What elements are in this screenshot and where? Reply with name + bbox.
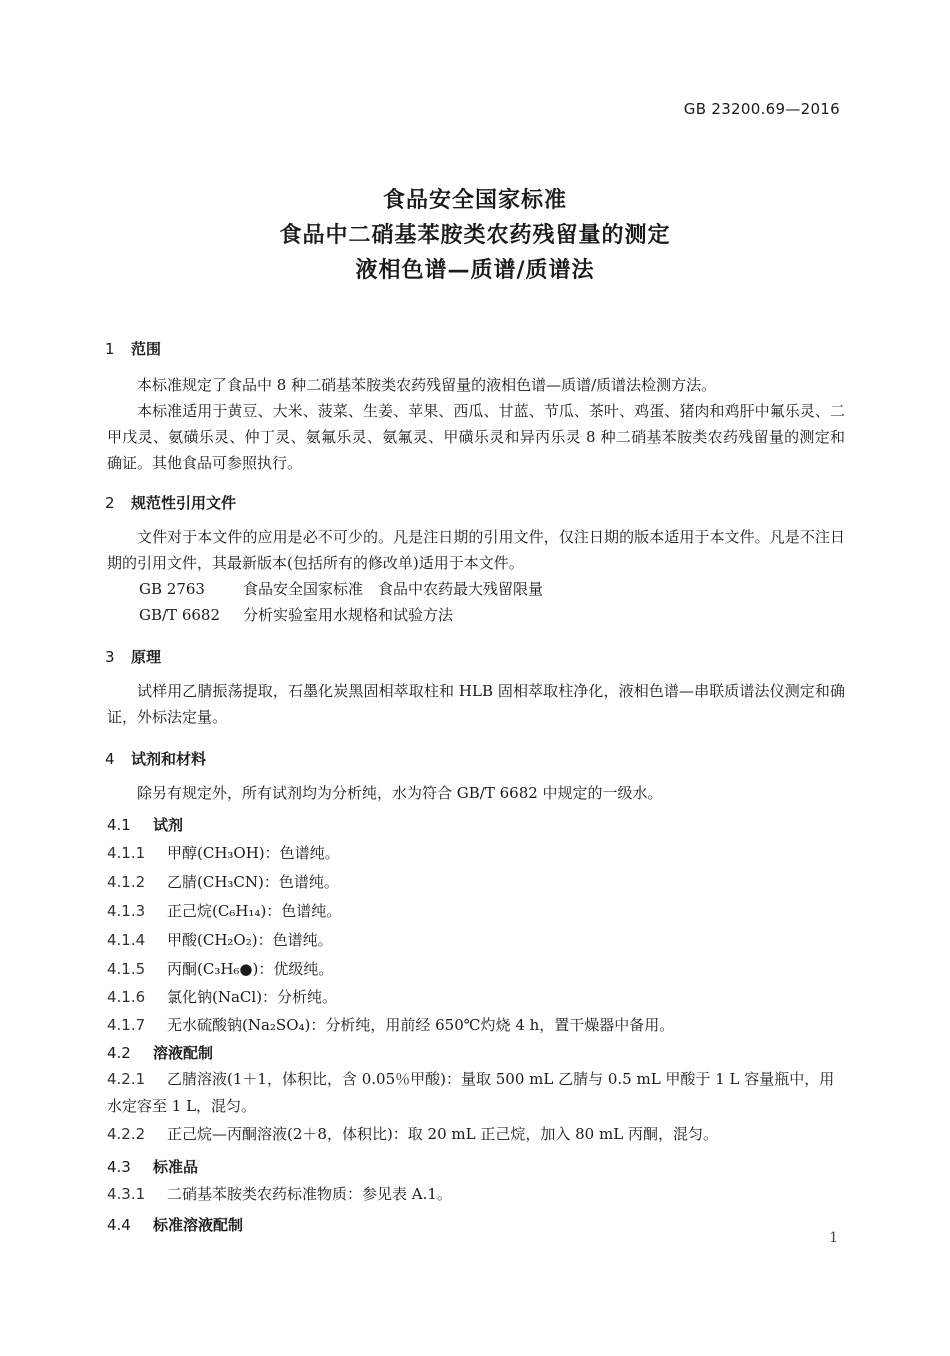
clause-text: 氯化钠(NaCl)：分析纯。 xyxy=(167,988,338,1006)
section-3-heading xyxy=(105,646,161,667)
clause-number: 4.2.1 xyxy=(107,1070,146,1088)
section-title: 范围 xyxy=(131,340,162,358)
reference-code: GB 2763 xyxy=(139,580,205,598)
subsection-number: 4.1 xyxy=(107,816,131,834)
section-2-heading xyxy=(105,492,236,513)
page-number: 1 xyxy=(829,1230,838,1246)
clause-item xyxy=(107,839,847,867)
clause-text: 正己烷(C₆H₁₄)：色谱纯。 xyxy=(167,902,342,920)
section-number: 3 xyxy=(105,648,115,666)
section-1-heading xyxy=(105,338,161,359)
section-4-paragraph-1: 除另有规定外，所有试剂均为分析纯，水为符合 GB/T 6682 中规定的一级水。 xyxy=(137,784,663,802)
section-1-paragraph-1: 本标准规定了食品中 8 种二硝基苯胺类农药残留量的液相色谱—质谱/质谱法检测方法。 xyxy=(137,376,717,394)
clause-number: 4.1.6 xyxy=(107,988,146,1006)
subsection-title: 溶液配制 xyxy=(153,1044,214,1062)
clause-item xyxy=(107,983,847,1011)
clause-number: 4.1.1 xyxy=(107,844,146,862)
clause-item xyxy=(107,926,847,954)
subsection-number: 4.4 xyxy=(107,1216,131,1234)
title-line-1: 食品安全国家标准 xyxy=(382,188,567,213)
section-4-heading xyxy=(105,748,206,769)
title-line-2: 食品中二硝基苯胺类农药残留量的测定 xyxy=(279,223,671,248)
section-number: 4 xyxy=(105,750,115,768)
clause-text: 丙酮(C₃H₆●)：优级纯。 xyxy=(167,960,334,978)
clause-item xyxy=(107,1066,847,1120)
reference-title: 食品安全国家标准 食品中农药最大残留限量 xyxy=(243,580,544,598)
reference-code: GB/T 6682 xyxy=(139,606,221,624)
section-1-paragraph-2: 本标准适用于黄豆、大米、菠菜、生姜、苹果、西瓜、甘蓝、节瓜、茶叶、鸡蛋、猪肉和鸡肝中氟乐灵、二甲戊灵、氨磺乐灵、仲丁灵、氨氟乐灵、氨氟灵、甲磺乐灵和异丙乐灵 8 种二硝基苯胺类农药残留量的测定和确证。其他食品可参照执行。 xyxy=(107,402,845,472)
clause-item xyxy=(107,1120,847,1148)
subsection-number: 4.2 xyxy=(107,1044,131,1062)
subsection-title: 标准品 xyxy=(153,1158,199,1176)
clause-number: 4.1.7 xyxy=(107,1016,146,1034)
subsection-4-2-heading xyxy=(107,1042,213,1063)
reference-title: 分析实验室用水规格和试验方法 xyxy=(243,606,454,624)
clause-text: 无水硫酸钠(Na₂SO₄)：分析纯，用前经 650℃灼烧 4 h，置干燥器中备用。 xyxy=(167,1016,675,1034)
clause-number: 4.3.1 xyxy=(107,1185,146,1203)
clause-item xyxy=(107,955,847,983)
clause-number: 4.1.3 xyxy=(107,902,146,920)
clause-text: 乙腈溶液(1＋1，体积比，含 0.05％甲酸)：量取 500 mL 乙腈与 0.5 mL 甲酸于 1 L 容量瓶中，用水定容至 1 L，混匀。 xyxy=(107,1070,835,1115)
subsection-4-1-heading xyxy=(107,814,183,835)
clause-item xyxy=(107,1011,847,1039)
section-number: 1 xyxy=(105,340,115,358)
clause-item xyxy=(107,897,847,925)
clause-item xyxy=(107,868,847,896)
standard-number: GB 23200.69—2016 xyxy=(683,100,840,118)
clause-text: 正己烷—丙酮溶液(2＋8，体积比)：取 20 mL 正己烷，加入 80 mL 丙酮，混匀。 xyxy=(167,1125,718,1143)
section-title: 规范性引用文件 xyxy=(131,494,237,512)
clause-number: 4.1.2 xyxy=(107,873,146,891)
section-title: 原理 xyxy=(131,648,162,666)
section-3-paragraph-1: 试样用乙腈振荡提取，石墨化炭黑固相萃取柱和 HLB 固相萃取柱净化，液相色谱—串联质谱法仪测定和确证，外标法定量。 xyxy=(107,682,845,726)
clause-text: 甲酸(CH₂O₂)：色谱纯。 xyxy=(167,931,333,949)
subsection-title: 标准溶液配制 xyxy=(153,1216,244,1234)
subsection-number: 4.3 xyxy=(107,1158,131,1176)
clause-text: 二硝基苯胺类农药标准物质：参见表 A.1。 xyxy=(167,1185,452,1203)
section-number: 2 xyxy=(105,494,115,512)
clause-number: 4.2.2 xyxy=(107,1125,146,1143)
clause-text: 乙腈(CH₃CN)：色谱纯。 xyxy=(167,873,339,891)
subsection-4-3-heading xyxy=(107,1156,198,1177)
section-title: 试剂和材料 xyxy=(131,750,207,768)
clause-item xyxy=(107,1180,847,1208)
subsection-title: 试剂 xyxy=(153,816,184,834)
subsection-4-4-heading xyxy=(107,1214,243,1235)
document-title xyxy=(0,183,950,288)
reference-item xyxy=(139,602,453,628)
clause-number: 4.1.5 xyxy=(107,960,146,978)
clause-text: 甲醇(CH₃OH)：色谱纯。 xyxy=(167,844,340,862)
title-line-3: 液相色谱—质谱/质谱法 xyxy=(355,258,595,283)
reference-item xyxy=(139,576,543,602)
section-2-paragraph-1: 文件对于本文件的应用是必不可少的。凡是注日期的引用文件，仅注日期的版本适用于本文件。凡是不注日期的引用文件，其最新版本(包括所有的修改单)适用于本文件。 xyxy=(107,528,845,572)
clause-number: 4.1.4 xyxy=(107,931,146,949)
